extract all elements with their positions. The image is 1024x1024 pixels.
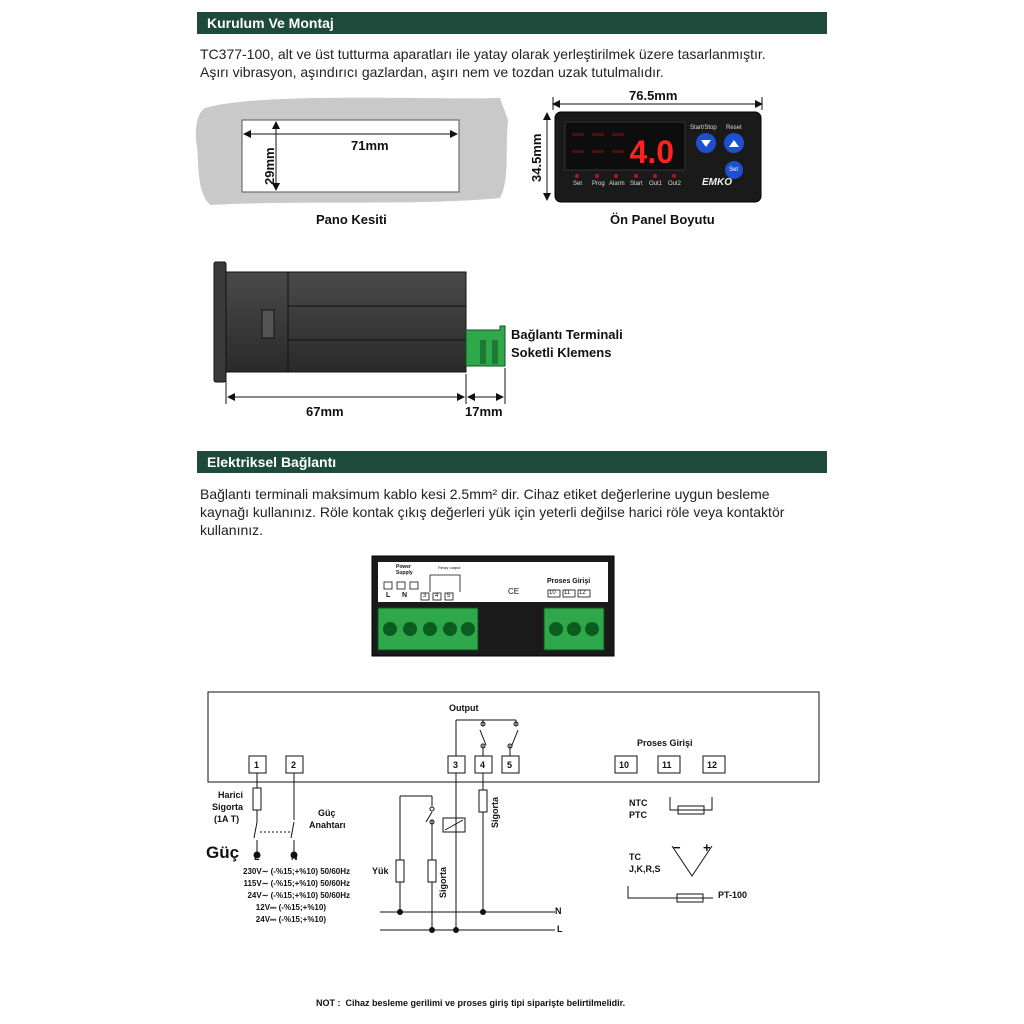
l-label: L [254,852,260,862]
terminal-number: 4 [480,760,486,770]
cutout-caption: Pano Kesiti [316,212,387,227]
rear-terminal-number: 12 [579,590,586,596]
side-bezel [214,262,226,382]
display-value: 4.0 [629,134,674,170]
tc-plus: + [703,840,711,855]
ntc-label: NTC [629,798,648,808]
rear-terminal-number: 11 [564,590,571,596]
reset-label: Reset [726,125,742,131]
process-input-label: Proses Girişi [637,738,693,748]
terminal-label-line1: Bağlantı Terminali [511,327,623,342]
fuse-vertical-label: Sigorta [490,796,500,828]
tc-label: TC [629,852,641,862]
fuse-label-line2: Sigorta [212,802,244,812]
fuse-label-line1: Harici [218,790,244,800]
ce-mark: CE [508,587,520,596]
line-l-label: L [557,924,563,934]
ptc-label: PTC [629,810,647,820]
supply-option: 24V∼ (-%15;+%10) 50/60Hz [247,891,350,900]
electrical-paragraph [200,485,830,539]
depth-label: 67mm [306,404,344,419]
relay-output-label: Relay output [438,565,461,570]
line-n-label: N [555,906,562,916]
front-width-label: 76.5mm [629,88,678,103]
rear-n-label: N [402,592,408,599]
side-clip [262,310,274,338]
terminal-number: 10 [619,760,630,770]
footer-note: NOT : Cihaz besleme gerilimi ve proses giriş tipi siparişte belirtilmelidir. [316,998,626,1008]
section-header-electrical: Elektriksel Bağlantı [197,451,827,473]
pt100-label: PT-100 [718,890,748,900]
cutout-height-label: 29mm [262,147,277,185]
terminal-number: 2 [291,760,297,770]
terminal-number: 3 [453,760,459,770]
rear-terminal-number: 5 [447,593,451,599]
indicator-label: Out2 [668,181,682,187]
tc-types-label: J,K,R,S [629,864,661,874]
paragraph-line: TC377-100, alt ve üst tutturma aparatları ile yatay olarak yerleştirilmek üzere tasarlanmıştır. [200,46,766,62]
output-wiring [380,773,555,930]
start-stop-label: Start/Stop [690,125,717,131]
rear-l-label: L [386,592,391,599]
rear-terminal-number: 3 [423,593,427,599]
output-label: Output [449,703,479,713]
front-height-label: 34.5mm [529,133,544,182]
n-label: N [291,852,298,862]
section-header-installation: Kurulum Ve Montaj [197,12,827,34]
terminal-number: 11 [662,760,672,770]
terminal-label-line2: Soketli Klemens [511,345,612,360]
paragraph-line: kaynağı kullanınız. Röle kontak çıkış değerleri yük için yeterli değilse harici röle veya kontaktör [200,504,785,520]
terminal-number: 1 [254,760,260,770]
supply-options [190,866,350,926]
fuse-vertical-label: Sigorta [438,866,448,898]
fuse-label-line3: (1A T) [214,814,240,824]
power-title: Güç [206,843,240,862]
junction-dots [397,909,486,933]
rear-process-input-label: Proses Girişi [547,578,591,585]
terminal-number: 5 [507,760,513,770]
indicator-label: Prog [592,181,605,187]
paragraph-line: Aşırı vibrasyon, aşındırıcı gazlardan, aşırı nem ve tozdan uzak tutulmalıdır. [200,64,664,80]
power-supply-label: Power Supply [396,564,413,576]
paragraph-line: Bağlantı terminali maksimum kablo kesi 2.5mm² dir. Cihaz etiket değerlerine uygun besleme [200,486,770,502]
supply-option: 24V⎓ (-%15;+%10) [255,915,326,924]
supply-option: 230V∼ (-%15;+%10) 50/60Hz [243,867,350,876]
terminal-depth-label: 17mm [465,404,503,419]
indicator-label: Set [573,181,583,187]
power-wiring [253,773,297,858]
supply-option: 115V∼ (-%15;+%10) 50/60Hz [243,879,350,888]
rear-screws-right [549,622,599,636]
front-panel-caption: Ön Panel Boyutu [610,212,715,227]
switch-label-line2: Anahtarı [309,820,346,830]
set-button-label: Set [729,167,739,173]
load-label: Yük [372,866,389,876]
rear-terminal-number: 4 [435,593,439,599]
switch-label-line1: Güç [318,808,336,818]
indicator-label: Alarm [609,181,625,187]
tc-minus: − [673,840,681,855]
indicator-label: Out1 [649,181,663,187]
supply-option: 12V⎓ (-%15;+%10) [255,903,326,912]
brand-logo: EMKO [702,177,732,188]
indicator-label: Start [630,181,643,187]
cutout-width-label: 71mm [351,138,389,153]
rear-terminal-number: 10 [549,590,556,596]
paragraph-line: kullanınız. [200,522,264,538]
terminal-number: 12 [707,760,718,770]
